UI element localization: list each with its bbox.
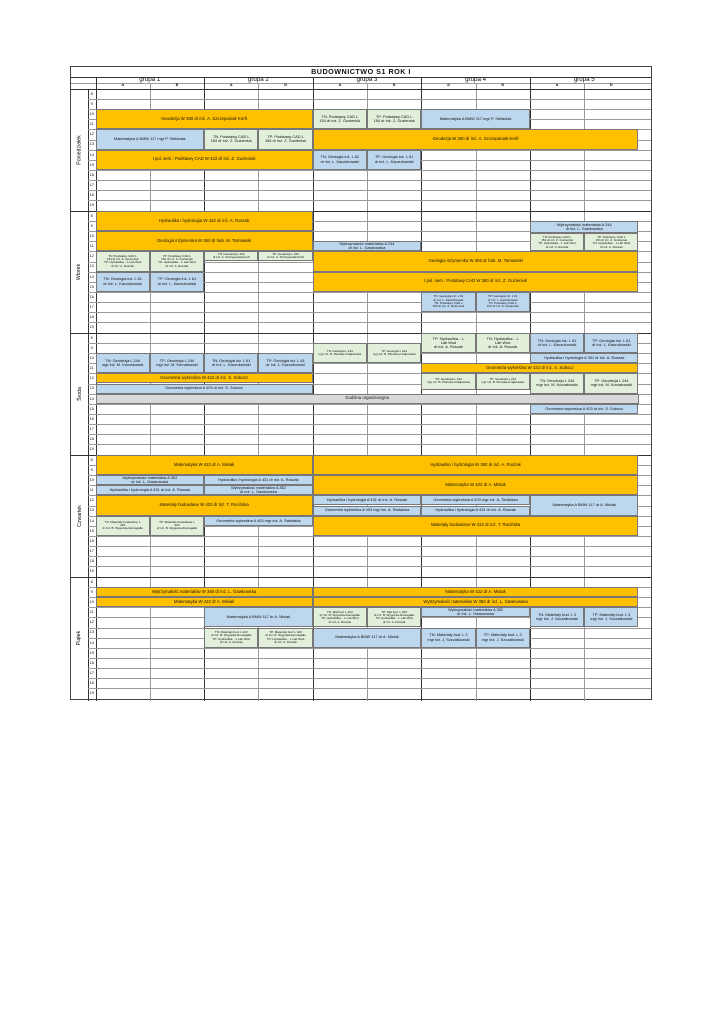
class-event[interactable]: Geometria wykreślna A 403 mgr inż. A. Świtalska bbox=[204, 516, 313, 526]
day-name: Piątek bbox=[76, 630, 83, 645]
class-event[interactable]: Matematyka A BMW 117 dr A. Misiak bbox=[204, 607, 313, 627]
hour-divider bbox=[88, 566, 651, 567]
hour-label: 10 bbox=[89, 355, 94, 361]
hour-label: 19 bbox=[89, 446, 94, 452]
day-label bbox=[71, 577, 88, 698]
class-event[interactable]: Wytrzymałość materiałów A 352 dr inż. L. Gawkowska bbox=[96, 475, 205, 485]
hour-divider bbox=[88, 170, 651, 171]
subgroup-header: b bbox=[284, 83, 287, 88]
hour-label: 11 bbox=[89, 121, 94, 127]
subgroup-header: a bbox=[447, 83, 450, 88]
hour-label: 9 bbox=[90, 345, 93, 351]
hour-label: 17 bbox=[89, 547, 94, 553]
class-event[interactable]: TP: Geologia inż. L 61 dr inż. L. Kaczubowski bbox=[258, 353, 312, 373]
hour-label: 9 bbox=[90, 101, 93, 107]
hour-label: 11 bbox=[89, 609, 94, 615]
class-event[interactable]: Matematyka W 422 dr A. Misiak bbox=[313, 587, 639, 597]
class-event[interactable]: TN: Podstawy CAD L 154 dr inż. Z. Guzieniuk TP: Hydraulika... L Lab Wod dr inż. A. Roszak bbox=[96, 251, 150, 271]
hour-label: 15 bbox=[89, 161, 94, 167]
timetable-title: BUDOWNICTWO S1 ROK I bbox=[311, 67, 411, 77]
hour-label: 11 bbox=[89, 365, 94, 371]
hour-label: 19 bbox=[89, 568, 94, 574]
day-name: Poniedziałek bbox=[76, 134, 83, 165]
hour-label: 13 bbox=[89, 385, 94, 391]
hour-label: 12 bbox=[89, 497, 94, 503]
hour-label: 17 bbox=[89, 303, 94, 309]
subgroup-header: b bbox=[392, 83, 396, 88]
hour-divider bbox=[88, 444, 651, 445]
class-event[interactable]: Matematyka A BMW 117 mgr P. Stefaniak bbox=[96, 129, 205, 149]
hour-label: 11 bbox=[89, 243, 94, 249]
class-event[interactable]: TN: Materiały budowlane L 423 dr inż. B. Wygocka-Domagałło bbox=[96, 516, 150, 536]
hour-label: 10 bbox=[89, 477, 94, 483]
hour-label: 14 bbox=[89, 395, 94, 401]
class-event[interactable]: Wytrzymałość materiałów A 244 dr inż. L. Gawkowska bbox=[530, 221, 639, 233]
day-label bbox=[71, 333, 88, 454]
timetable bbox=[70, 66, 652, 700]
hour-label: 14 bbox=[89, 273, 94, 279]
hour-label: 18 bbox=[89, 313, 94, 319]
hour-label: 19 bbox=[89, 690, 94, 696]
class-event[interactable]: TP: Geologia L 244 mgr inż. B. Płońska-Czajkowska bbox=[367, 343, 421, 363]
hour-divider bbox=[88, 190, 651, 191]
class-event[interactable]: TP: Materiały bud. L 3 mgr inż. J. Szczałkowski bbox=[584, 607, 638, 627]
class-event[interactable]: TP: Geodezja L 244 mgr inż. B. Płońska-Czajkowska bbox=[476, 373, 530, 389]
hour-divider bbox=[88, 322, 651, 323]
class-event[interactable]: TN: Geodezja L 244 mgr inż. B. Płońska-Czajkowska bbox=[421, 373, 475, 389]
hour-label: 14 bbox=[89, 639, 94, 645]
hour-label: 17 bbox=[89, 669, 94, 675]
day-name: Wtorek bbox=[76, 263, 83, 280]
hour-divider bbox=[88, 302, 651, 303]
class-event[interactable]: TN: Podstawy CAD L 154 dr inż. Z. Guzieniuk bbox=[204, 129, 258, 149]
class-event[interactable]: TN: Mat bud. L 423 dr inż. B. Wygocka-Domagałło TP: Hydraulika... L Lab Wod dr inż. A. Roszak bbox=[313, 607, 367, 627]
hour-divider bbox=[88, 99, 651, 100]
hour-label: 18 bbox=[89, 679, 94, 685]
class-event[interactable]: TN: Materiały bud. L 423 dr inż. B. Wygocka-Domagałło TP: Hydraulika... L Lab Wod dr inż. A. Roszak bbox=[204, 628, 258, 648]
class-event[interactable]: Hydraulika i hydrologia A 431 dr inż. A. Roszak bbox=[313, 495, 422, 505]
group-header: grupa 4 bbox=[465, 77, 487, 83]
class-event[interactable]: Geometria wykreślna A 403 dr inż. S. Subocz bbox=[96, 384, 313, 394]
class-event[interactable]: TP: Materiały budowlane L 423 dr inż. B. Wygocka-Domagałło bbox=[150, 516, 204, 536]
hour-divider bbox=[88, 424, 651, 425]
hour-label: 15 bbox=[89, 283, 94, 289]
class-event[interactable]: TP: Podstawy CAD L 154 dr inż. Z. Guzieniuk bbox=[258, 129, 312, 149]
hour-label: 12 bbox=[89, 253, 94, 259]
class-event[interactable]: TP: Podstawy CAD L 154 dr inż. Z. Guzieniuk TN: Hydraulika... L Lab Wod dr inż. A. Roszak bbox=[150, 251, 204, 271]
class-event[interactable]: TN: Hydraulika... L Lab Wod dr inż. A. Roszak bbox=[476, 333, 530, 353]
hour-divider bbox=[88, 678, 651, 679]
class-event[interactable]: TP: Geologia inż. L 61 dr inż. L. Kaczubowski TP: Podstawy CAD L 154 dr inż. Z. Guzieniuk bbox=[476, 292, 530, 312]
hour-label: 18 bbox=[89, 435, 94, 441]
class-event[interactable]: Hydraulika i hydrologia W 360 dr inż. A. Roszak bbox=[313, 455, 639, 475]
subgroup-header: a bbox=[230, 83, 233, 88]
hour-label: 8 bbox=[90, 90, 93, 96]
class-event[interactable]: TP: Materiały bud. L 3 mgr inż. J. Szczałkowski bbox=[476, 628, 530, 648]
class-event[interactable]: TP: Hydraulika... L Lab Wod dr inż. A. Roszak bbox=[421, 333, 475, 353]
class-event[interactable]: Geodezja W 360 dr inż. A. Szczepaniak Kreft bbox=[96, 109, 313, 129]
class-event[interactable]: Hydraulika i hydrologia A 431 dr inż. A. Roszak bbox=[96, 485, 205, 495]
hour-label: 15 bbox=[89, 649, 94, 655]
hour-label: 10 bbox=[89, 599, 94, 605]
hour-label: 9 bbox=[90, 223, 93, 229]
hour-label: 15 bbox=[89, 527, 94, 533]
class-event[interactable]: Hydraulika i hydrologia A 431 dr inż. A. Roszak bbox=[204, 475, 313, 485]
class-event[interactable]: Hydraulika i hydrologia A 351 dr inż. A. Roszak bbox=[530, 353, 639, 363]
hour-divider bbox=[88, 668, 651, 669]
class-event[interactable]: TP: Geodezja L 244 mgr inż. M. Kurnatowski bbox=[150, 353, 204, 373]
hour-label: 16 bbox=[89, 415, 94, 421]
hour-label: 8 bbox=[90, 578, 93, 584]
class-event[interactable]: Wytrzymałość materiałów W 360 dr inż. L. Gawkowska bbox=[313, 597, 639, 607]
class-event[interactable]: TN: Materiały bud. L 3 mgr inż. J. Szczałkowski bbox=[530, 607, 584, 627]
class-event[interactable]: Materiały budowlane W 422 dr inż. T. Rucińska bbox=[313, 516, 639, 536]
day-name: Środa bbox=[76, 386, 83, 401]
class-event[interactable]: TP: Geologia inż. L 61 dr inż. L. Kaczubowski bbox=[367, 150, 421, 170]
class-event[interactable]: Geometria wykreślna W 422 dr inż. S. Subocz bbox=[421, 363, 638, 373]
class-event[interactable]: TN: Geologia inż. L 61 dr inż. L. Kaczubowski bbox=[204, 353, 258, 373]
class-event[interactable]: TN: Geologia inż. L 61 dr inż. L. Kaczubowski TN: Podstawy CAD L 154 dr inż. Z. Guzieniuk bbox=[421, 292, 475, 312]
hour-divider bbox=[88, 292, 651, 293]
class-event[interactable]: Wytrzymałość materiałów W 360 dr inż. L. Gawkowska bbox=[96, 587, 313, 597]
hour-label: 16 bbox=[89, 171, 94, 177]
class-event[interactable]: Geometria wykreślna A 403 mgr inż. A. Świtalska bbox=[421, 495, 530, 505]
hour-divider bbox=[88, 536, 651, 537]
class-event[interactable]: TP: Mat bud. L 423 dr inż. B. Wygocka-Domagałło TN: Hydraulika... L Lab Wod dr inż. A. Roszak bbox=[367, 607, 421, 627]
hour-label: 8 bbox=[90, 334, 93, 340]
class-event[interactable]: Geometria wykreślna W 422 dr inż. S. Subocz bbox=[96, 373, 313, 383]
class-event[interactable]: Geometria wykreślna A 403 mgr inż. A. Świtalska bbox=[313, 506, 422, 516]
hour-label: 17 bbox=[89, 181, 94, 187]
hour-label: 19 bbox=[89, 324, 94, 330]
class-event[interactable]: TP: Geologia inż. L 61 dr inż. L. Kaczubowski bbox=[150, 272, 204, 292]
hour-label: 18 bbox=[89, 191, 94, 197]
hour-divider bbox=[88, 180, 651, 181]
hour-label: 11 bbox=[89, 487, 94, 493]
hour-label: 9 bbox=[90, 589, 93, 595]
hour-label: 18 bbox=[89, 557, 94, 563]
hour-label: 10 bbox=[89, 233, 94, 239]
day-label bbox=[71, 211, 88, 332]
hour-label: 10 bbox=[89, 111, 94, 117]
hour-label: 13 bbox=[89, 263, 94, 269]
subgroup-header: a bbox=[338, 83, 342, 88]
class-event[interactable]: I pol. sem.: Podstawy CAD W 360 dr inż. Z. Guzieniuk bbox=[313, 272, 639, 292]
hour-label: 13 bbox=[89, 507, 94, 513]
subgroup-header: b bbox=[501, 83, 505, 88]
hour-label: 16 bbox=[89, 293, 94, 299]
hour-label: 16 bbox=[89, 659, 94, 665]
class-event[interactable]: TN: Podstawy CAD L 154 dr inż. Z. Guzieniuk TP: Hydraulika... L Lab Wod dr inż. A. Roszak bbox=[530, 233, 584, 251]
hour-label: 15 bbox=[89, 405, 94, 411]
day-divider bbox=[71, 89, 651, 90]
hour-label: 12 bbox=[89, 375, 94, 381]
hour-label: 14 bbox=[89, 151, 94, 157]
class-event[interactable]: Geodezja W 360 dr inż. A. Szczepaniak-Kreft bbox=[313, 129, 639, 149]
class-event[interactable]: TP: Podstawy CAD L 154 dr inż. Z. Guzieniuk bbox=[367, 109, 421, 129]
hour-divider bbox=[88, 688, 651, 689]
class-event[interactable]: Hydraulika i hydrologia W 422 dr inż. A. Roszak bbox=[96, 211, 313, 231]
group-header: grupa 2 bbox=[247, 77, 269, 83]
hour-label: 14 bbox=[89, 517, 94, 523]
hour-divider bbox=[88, 658, 651, 659]
class-event[interactable]: Matematyka W 422 dr A. Misiak bbox=[313, 475, 639, 495]
class-event[interactable]: Matematyka W 422 dr A. Misiak bbox=[96, 597, 313, 607]
class-event[interactable]: TN: Geodezja L 244 mgr inż. M. Kurnatowski bbox=[96, 353, 150, 373]
hour-label: 19 bbox=[89, 202, 94, 208]
hour-label: 17 bbox=[89, 425, 94, 431]
hour-label: 13 bbox=[89, 141, 94, 147]
class-event[interactable]: Materiały budowlane W 422 dr inż. T. Rucińska bbox=[96, 495, 313, 515]
class-event[interactable]: TN: Geologia inż. L 61 dr inż. L. Kaczubowski bbox=[96, 272, 150, 292]
class-event[interactable]: TP: Geologia inż. L 61 dr inż. L. Kaczubowski bbox=[584, 333, 638, 353]
hour-label: 13 bbox=[89, 629, 94, 635]
group-header: grupa 5 bbox=[573, 77, 595, 83]
class-event[interactable]: TN: Podstawy CAD L 154 dr inż. Z. Guzieniuk bbox=[313, 109, 367, 129]
class-event[interactable]: TP: Podstawy CAD L 154 dr inż. Z. Guzieniuk TN: Hydraulika... L Lab Wod dr inż. A. Roszak bbox=[584, 233, 638, 251]
class-event[interactable]: Geometria wykreślna A 403 dr inż. S. Subocz bbox=[530, 404, 639, 414]
class-event[interactable]: Geologia inżynierska W 360 dr hab. M. Tarnawski bbox=[313, 251, 639, 271]
class-event[interactable]: Matematyka A BMW 117 dr A. Misiak bbox=[313, 628, 422, 648]
hour-label: 12 bbox=[89, 131, 94, 137]
class-event[interactable]: TP: Geodezja L 244 mgr inż. M. Kurnatowski bbox=[584, 373, 638, 393]
hour-divider bbox=[88, 556, 651, 557]
class-event[interactable]: Geologia inżynierska W 360 dr hab. M. Tarnawski bbox=[96, 231, 313, 251]
class-event[interactable]: Wytrzymałość materiałów A 352 dr inż. L. Gawkowska bbox=[204, 485, 313, 495]
hour-divider bbox=[88, 414, 651, 415]
hour-divider bbox=[88, 546, 651, 547]
hour-divider bbox=[88, 312, 651, 313]
class-event[interactable]: Godzina organizacyjna bbox=[96, 394, 639, 404]
hour-label: 16 bbox=[89, 537, 94, 543]
subgroup-header: b bbox=[175, 83, 179, 88]
class-event[interactable]: I pol. sem.: Podstawy CAD W 422 dr inż. Z. Guzieniuk bbox=[96, 150, 313, 170]
class-event[interactable]: Hydraulika i hydrologia A 431 dr inż. A. Roszak bbox=[421, 506, 530, 516]
hour-divider bbox=[88, 200, 651, 201]
class-event[interactable]: Wytrzymałość materiałów A 244 dr inż. L. Gawkowska bbox=[313, 241, 422, 251]
group-header: grupa 3 bbox=[356, 77, 378, 83]
class-event[interactable]: TN: Geodezja L 244 mgr inż. M. Kurnatowski bbox=[530, 373, 584, 393]
day-label bbox=[71, 89, 88, 210]
subgroup-header: b bbox=[610, 83, 613, 88]
class-event[interactable]: TN: Geologia inż. L 61 dr inż. L. Kaczubowski bbox=[313, 150, 367, 170]
day-name: Czwartek bbox=[76, 504, 83, 527]
subgroup-header: a bbox=[121, 83, 124, 88]
group-header: grupa 1 bbox=[139, 77, 161, 83]
hour-label: 8 bbox=[90, 212, 93, 218]
subgroup-header: a bbox=[555, 83, 559, 88]
day-label bbox=[71, 455, 88, 576]
hour-divider bbox=[88, 434, 651, 435]
class-event[interactable]: Matematyka A BMW 117 mgr P. Stefaniak bbox=[421, 109, 530, 129]
hour-divider bbox=[88, 648, 651, 649]
class-event[interactable]: TN: Geodezja L 244 dr inż. A. Szczepaniak-Kreft bbox=[204, 251, 258, 261]
class-event[interactable]: Wytrzymałość materiałów A 352 dr inż. L. Gawkowska bbox=[421, 607, 530, 617]
hour-label: 8 bbox=[90, 456, 93, 462]
class-event[interactable]: TN: Materiały bud. L 3 mgr inż. J. Szczałkowski bbox=[421, 628, 475, 648]
hour-label: 9 bbox=[90, 467, 93, 473]
class-event[interactable]: TP: Geodezja L 244 dr inż. A. Szczepaniak-Kreft bbox=[258, 251, 312, 261]
day-divider bbox=[71, 577, 651, 578]
class-event[interactable]: Matematyka W 422 dr A. Misiak bbox=[96, 455, 313, 475]
class-event[interactable]: TN: Geologia inż. L 61 dr inż. L. Kaczubowski bbox=[530, 333, 584, 353]
class-event[interactable]: Matematyka A BMW 117 dr A. Misiak bbox=[530, 495, 639, 515]
hour-label: 12 bbox=[89, 619, 94, 625]
class-event[interactable]: TN: Geologia L 244 mgr inż. B. Płońska-Czajkowska bbox=[313, 343, 367, 363]
class-event[interactable]: TP: Materiały bud. L 423 dr inż. B. Wygocka-Domagałło TN: Hydraulika... L Lab Wod dr inż. A. Roszak bbox=[258, 628, 312, 648]
